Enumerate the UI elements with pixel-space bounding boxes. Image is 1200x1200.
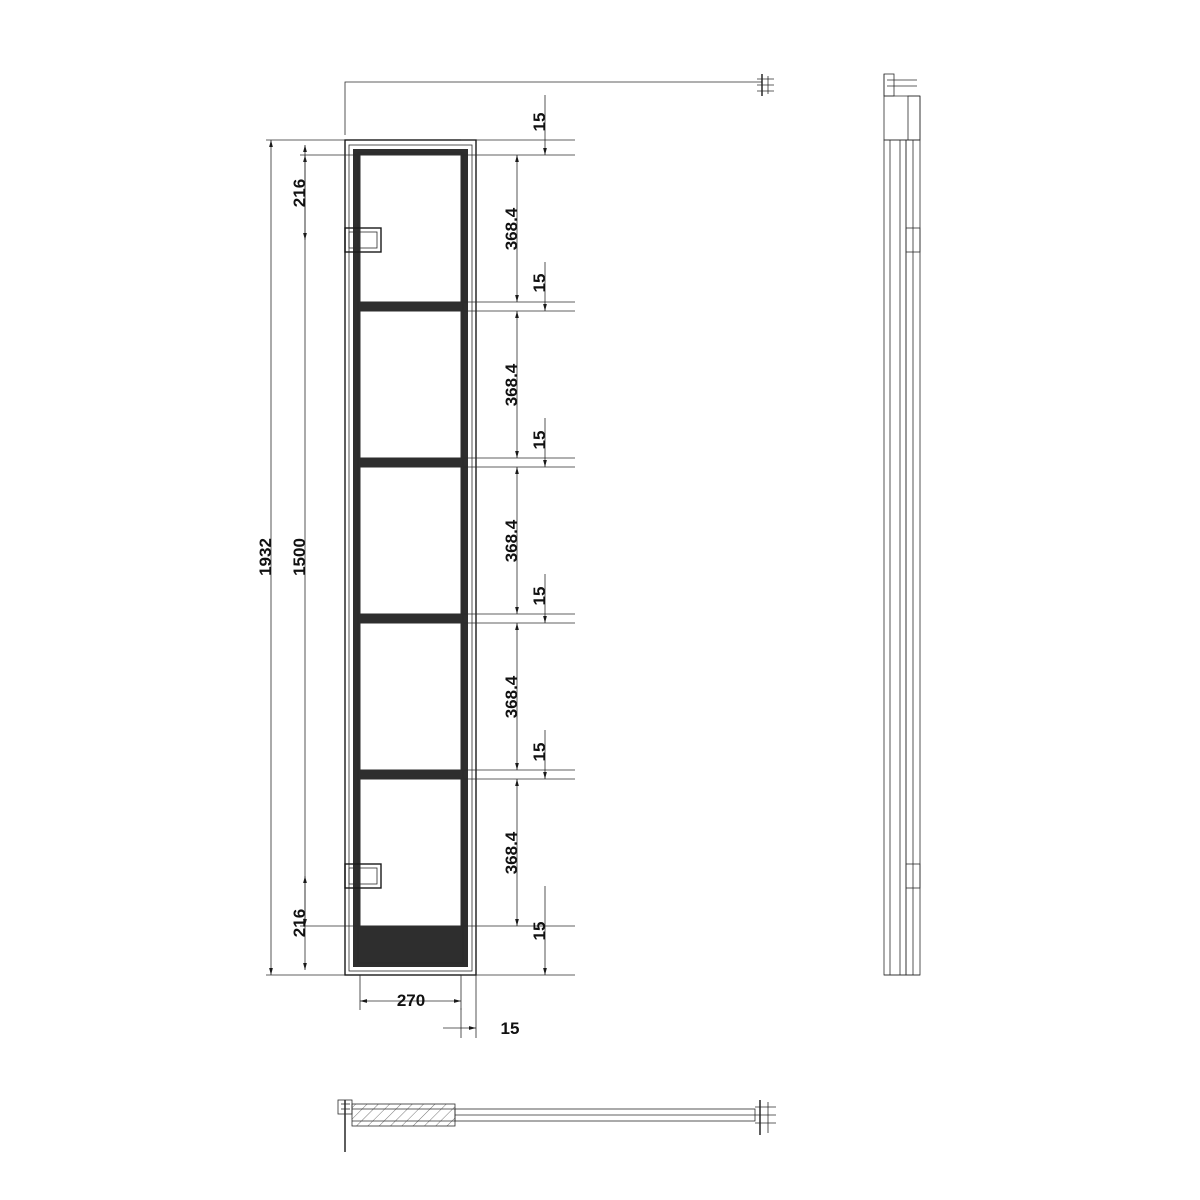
dimension-368-5 bbox=[502, 779, 521, 926]
dimension-216-top bbox=[290, 145, 309, 240]
dimension-label-1500: 1500 bbox=[290, 538, 309, 576]
dimension-216-bottom bbox=[290, 876, 309, 970]
dimension-label-15-width: 15 bbox=[500, 1019, 520, 1038]
dimension-label-15-4: 15 bbox=[530, 586, 549, 606]
dimension-15-top bbox=[530, 95, 549, 155]
front-elevation-view bbox=[256, 74, 774, 1038]
dimension-368-1 bbox=[502, 155, 521, 302]
dimension-label-1932: 1932 bbox=[256, 538, 275, 576]
dimension-15-bar-2 bbox=[530, 418, 549, 467]
dimension-label-216-top: 216 bbox=[290, 178, 309, 208]
dimension-15-width bbox=[443, 975, 519, 1038]
dimension-15-bar-4 bbox=[530, 730, 549, 779]
dimension-label-270: 270 bbox=[396, 991, 426, 1010]
dimension-15-bar-3 bbox=[530, 574, 549, 623]
dimension-label-15-3: 15 bbox=[530, 430, 549, 450]
side-elevation-view bbox=[884, 74, 920, 975]
dimension-label-15-2: 15 bbox=[530, 273, 549, 293]
glazing-panels bbox=[360, 155, 461, 926]
dimension-label-15-6: 15 bbox=[530, 921, 549, 941]
dimension-15-bottom bbox=[530, 886, 549, 975]
plan-section-view bbox=[338, 1100, 776, 1152]
dimension-label-368-5: 368.4 bbox=[502, 831, 521, 875]
dimension-label-216-bottom: 216 bbox=[290, 908, 309, 938]
dimension-label-15-1: 15 bbox=[530, 112, 549, 132]
dimension-270 bbox=[360, 975, 461, 1010]
dimension-368-4 bbox=[502, 623, 521, 770]
top-leader-line bbox=[345, 74, 774, 135]
dimension-label-15-5: 15 bbox=[530, 742, 549, 762]
dimension-368-3 bbox=[502, 467, 521, 614]
dimension-label-368-4: 368.4 bbox=[502, 675, 521, 719]
dimension-1500 bbox=[290, 155, 360, 926]
dimension-368-2 bbox=[502, 311, 521, 458]
dimension-15-bar-1 bbox=[530, 262, 549, 311]
dimension-label-368-2: 368.4 bbox=[502, 363, 521, 407]
dimension-label-368-3: 368.4 bbox=[502, 519, 521, 563]
dimension-label-368-1: 368.4 bbox=[502, 207, 521, 251]
